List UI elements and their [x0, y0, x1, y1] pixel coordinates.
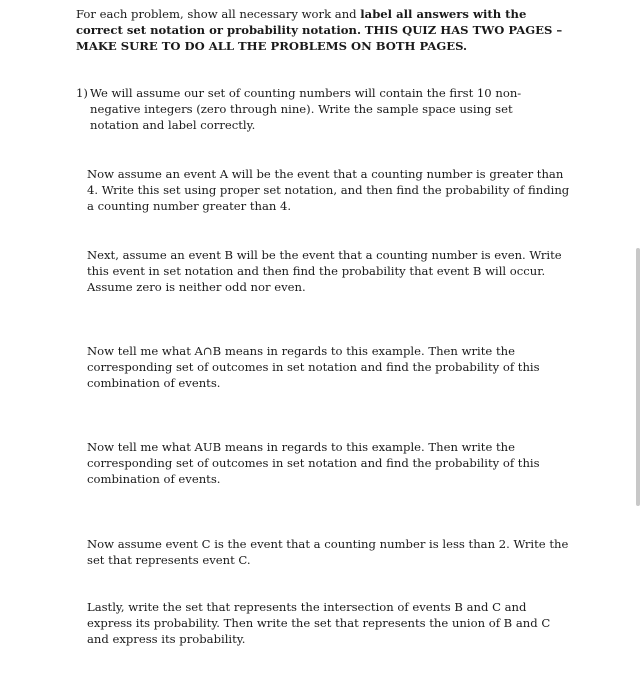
question-1 [76, 85, 536, 134]
question-1-text: We will assume our set of counting numbers will contain the first 10 non-negative integers (zero through nine). Write the sample space using set notation and label correctly. [90, 86, 522, 133]
question-1-number: 1) [76, 86, 88, 100]
event-a-prompt: Now assume an event A will be the event that a counting number is greater than 4. Write this set using proper set notation, and then find the probability of finding a counting number greater than 4. [87, 167, 570, 214]
union-prompt: Now tell me what AUB means in regards to this example. Then write the corresponding set of outcomes in set notation and find the probability of this combination of events. [87, 440, 540, 487]
instructions [76, 6, 566, 55]
instructions-bold-two-pages: THIS QUIZ HAS TWO PAGES – MAKE SURE TO DO ALL THE PROBLEMS ON BOTH PAGES. [76, 23, 563, 54]
instructions-text: For each problem, show all necessary work and [76, 7, 361, 21]
instructions-bold-labeling: label all answers with the correct set notation or probability notation. [76, 7, 527, 38]
intersection-prompt: Now tell me what A∩B means in regards to this example. Then write the corresponding set of outcomes in set notation and find the probability of this combination of events. [87, 344, 540, 391]
event-b-prompt: Next, assume an event B will be the event that a counting number is even. Write this event in set notation and then find the probability that event B will occur. Assume zero is neither odd nor even. [87, 248, 562, 295]
event-c-prompt: Now assume event C is the event that a counting number is less than 2. Write the set that represents event C. [87, 537, 569, 568]
vertical-scrollbar[interactable] [636, 248, 640, 506]
lastly-prompt: Lastly, write the set that represents the intersection of events B and C and express its probability. Then write the set that represents the union of B and C and express its probability. [87, 600, 551, 647]
